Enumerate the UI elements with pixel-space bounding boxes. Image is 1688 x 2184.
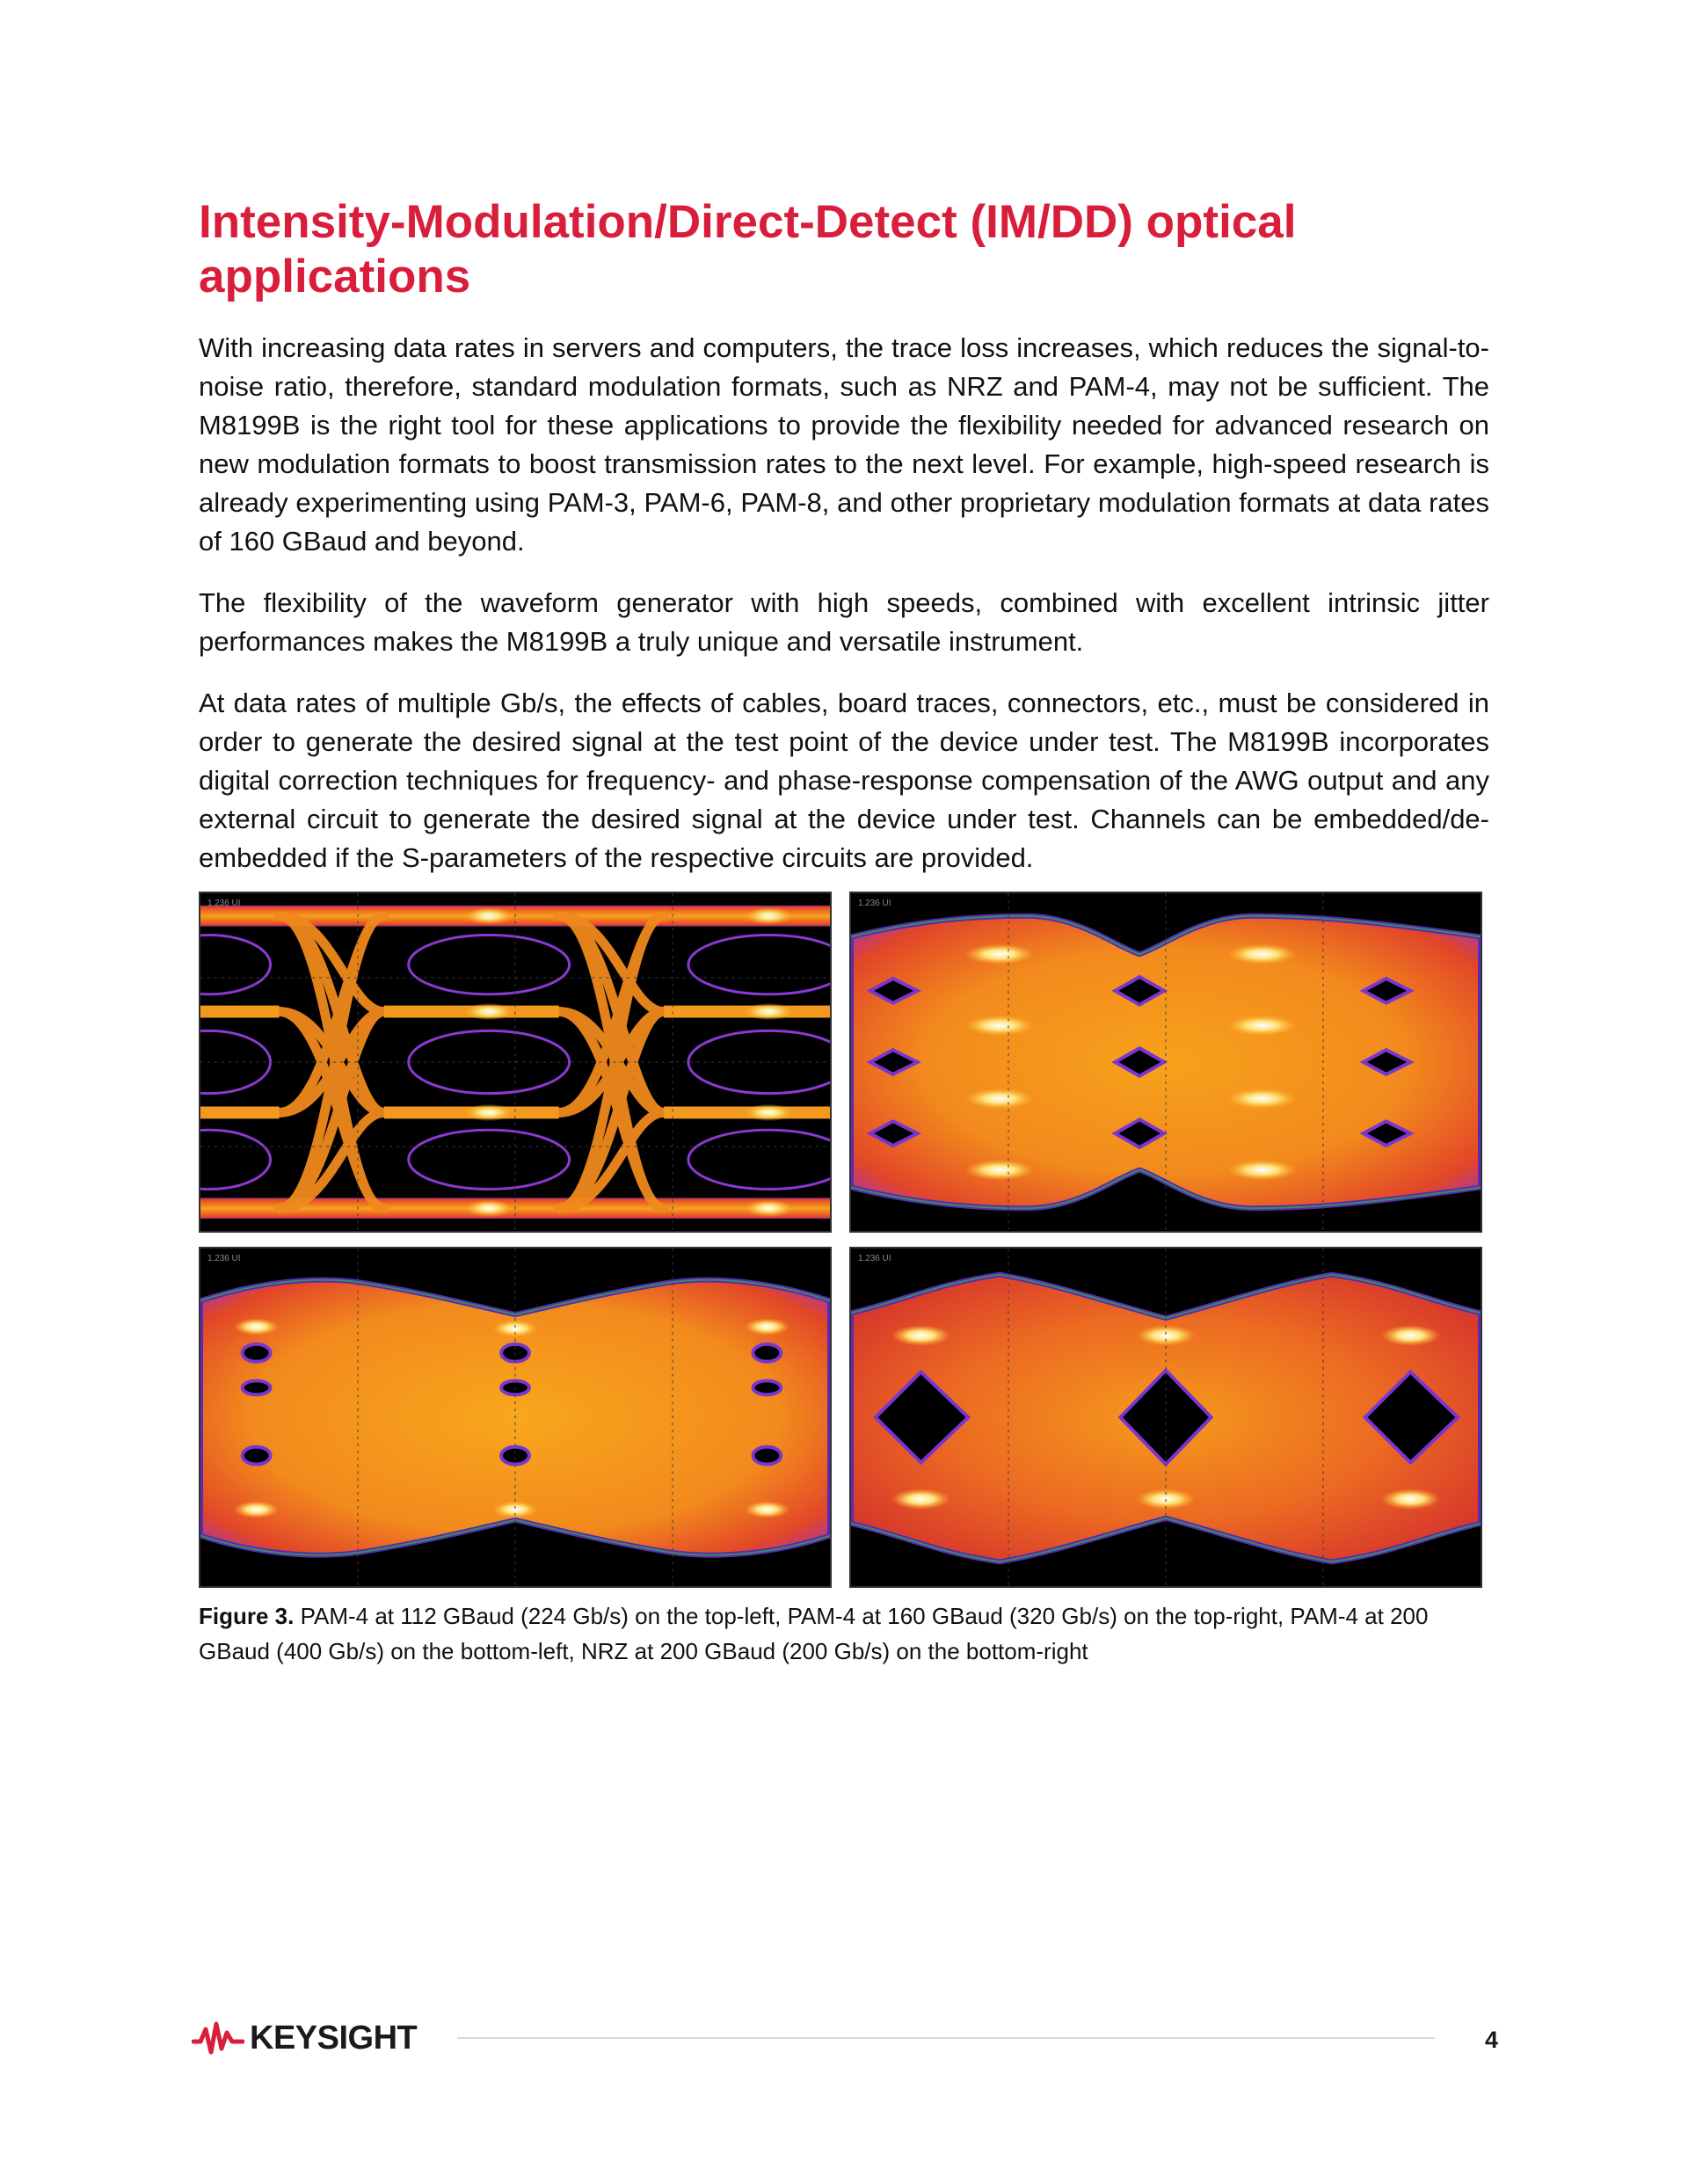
eye-diagram-figure <box>199 892 1489 1588</box>
ui-scale-label: 1.236 UI <box>857 1253 891 1263</box>
eye-diagram-bottom-right <box>849 1247 1482 1588</box>
keysight-logo <box>192 2019 418 2057</box>
figure-caption <box>199 1598 1489 1669</box>
ui-scale-label: 1.236 UI <box>207 1253 241 1263</box>
figure-caption-text: PAM-4 at 112 GBaud (224 Gb/s) on the top-left, PAM-4 at 160 GBaud (320 Gb/s) on the top-right, PAM-4 at 200 GBaud (400 Gb/s) on the bottom-left, NRZ at 200 GBaud (200 Gb/s) on the bottom-right <box>199 1603 1429 1664</box>
keysight-wave-icon <box>192 2019 244 2057</box>
page-number: 4 <box>1484 2027 1498 2053</box>
eye-diagram-top-left <box>199 892 832 1233</box>
eye-diagram-top-right <box>849 892 1482 1233</box>
figure-label: Figure 3. <box>199 1603 295 1629</box>
body-paragraph-1: With increasing data rates in servers and computers, the trace loss increases, which reduces the signal-to-noise ratio, therefore, standard modulation formats, such as NRZ and PAM-4, may not be sufficient. The M8199B is the right tool for these applications to provide the flexibility needed for advanced research on new modulation formats to boost transmission rates to the next level. For example, high-speed research is already experimenting using PAM-3, PAM-6, PAM-8, and other proprietary modulation formats at data rates of 160 GBaud and beyond. <box>199 332 1489 557</box>
page-title: Intensity-Modulation/Direct-Detect (IM/DD) optical applications <box>199 196 1297 302</box>
body-paragraph-3: At data rates of multiple Gb/s, the effects of cables, board traces, connectors, etc., must be considered in order to generate the desired signal at the test point of the device under test. The M8199B incorporates digital correction techniques for frequency- and phase-response compensation of the AWG output and any external circuit to generate the desired signal at the device under test. Channels can be embedded/de-embedded if the S-parameters of the respective circuits are provided. <box>199 688 1489 873</box>
ui-scale-label: 1.236 UI <box>857 898 891 908</box>
brand-name: KEYSIGHT <box>250 2020 418 2057</box>
body-paragraph-2: The flexibility of the waveform generator with high speeds, combined with excellent intrinsic jitter performances makes the M8199B a truly unique and versatile instrument. <box>199 587 1489 657</box>
ui-scale-label: 1.236 UI <box>207 898 241 908</box>
footer-divider <box>457 2037 1435 2039</box>
eye-diagram-bottom-left <box>199 1247 832 1588</box>
